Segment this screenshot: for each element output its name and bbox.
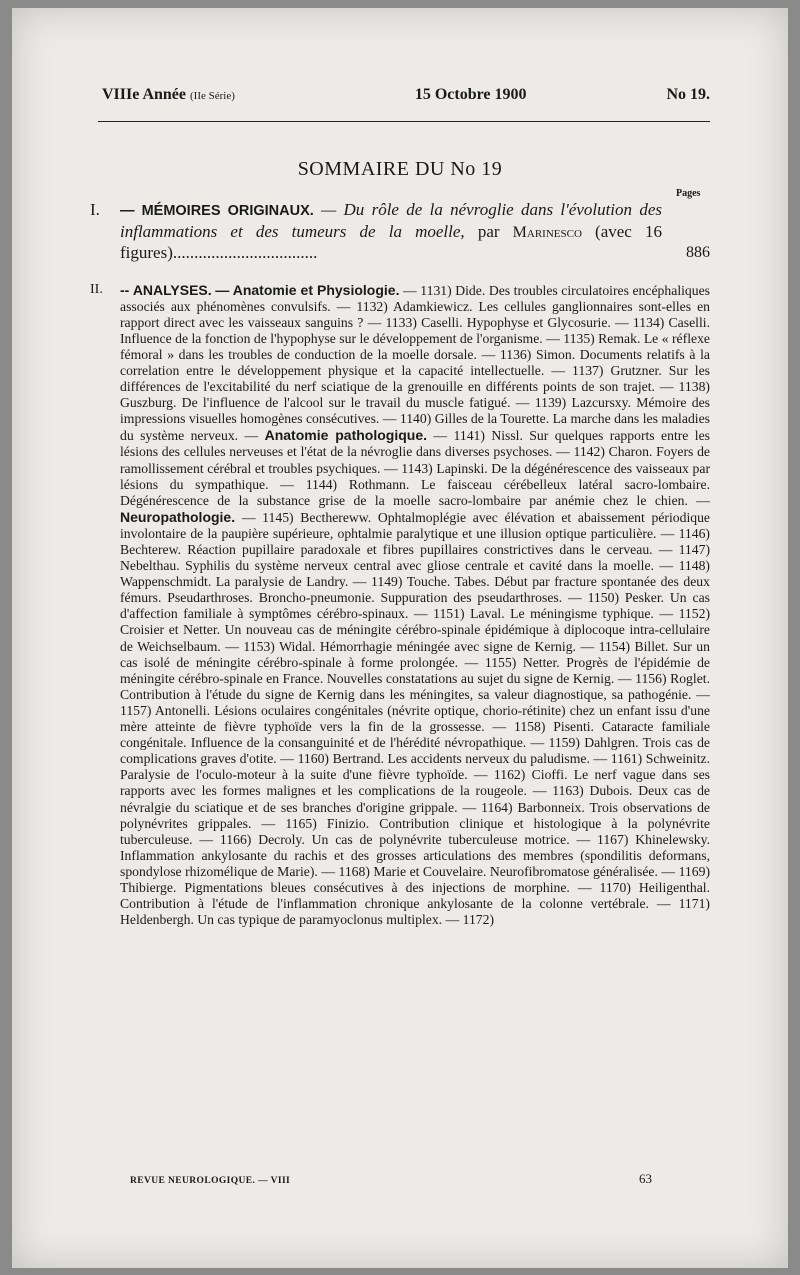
author-prefix: par: [477, 221, 500, 241]
series-text: (IIe Série): [190, 90, 235, 102]
page-title: SOMMAIRE DU No 19: [297, 158, 503, 180]
section-number: II.: [90, 281, 103, 297]
section-analyses: [90, 282, 710, 929]
subheading-anatomie-pathologique: Anatomie pathologique.: [264, 427, 428, 444]
pages-column-label: Pages: [676, 188, 701, 199]
section-memoires-originaux: [90, 200, 710, 264]
folio-number: 63: [639, 1171, 652, 1186]
journal-name: REVUE NEUROLOGIQUE. — VIII: [130, 1176, 291, 1186]
analyses-text-3: — 1145) Becthereww. Ophtalmoplégie avec élévation et abaissement périodique involontaire de la paupière supérieure, ophtalmie paralytique et une illusion optique particulière. — 1146) Bechterew. Réaction pupillaire paradoxale et fibres pupillaires constrictives dans le cerveau. — 1147) Nebelthau. Syphilis du système nerveux central avec gliose centrale et cavité dans la moelle. — 1148) Wappenschmidt. La paralysie de Landry. — 1149) Touche. Tabes. Début par fracture spontanée des deux fémurs. Pseudarthroses. Broncho-pneumonie. Suppuration des pseudarthroses. — 1150) Pesker. Un cas d'affection familiale à symptômes cérébro-spinaux. — 1151) Laval. Le méningisme typhique. — 1152) Croisier et Netter. Un nouveau cas de méningite cérébro-spinale épidémique à diplocoque intra-cellulaire de Weichselbaum. — 1153) Widal. Hémorrhagie méningée avec signe de Kernig. — 1154) Billet. Sur un cas isolé de méningite cérébro-spinale à forme prolongée. — 1155) Netter. Progrès de l'épidémie de méningite cérébro-spinale en France. Nouvelles constatations au sujet du signe de Kernig. — 1156) Roglet. Contribution à l'étude du signe de Kernig dans les méningites, sa valeur diagnostique, sa pathogénie. — 1157) Antonelli. Lésions oculaires congénitales (névrite optique, chorio-rétinite) chez un enfant issu d'une mère atteinte de fièvre typhoïde vers la fin de la grossesse. — 1158) Pisenti. Cataracte familiale congénitale. Influence de la consanguinité et de l'hérédité névropathique. — 1159) Dahlgren. Trois cas de complications graves d'otite. — 1160) Bertrand. Les accidents nerveux du paludisme. — 1161) Schweinitz. Paralysie de l'oculo-moteur à la suite d'une fièvre typhoïde. — 1162) Cioffi. Le nerf vague dans ses rapports avec les formes malignes et les complications de la rougeole. — 1163) Dubois. Deux cas de névralgie du sciatique et de ses branches d'origine grippale. — 1164) Barbonneix. Trois observations de polynévrites grippales. — 1165) Finizio. Contribution clinique et histologique à la polynévrite tuberculeuse. — 1166) Decroly. Un cas de polynévrite tuberculeuse motrice. — 1167) Khinelewsky. Inflammation ankylosante du rachis et des grosses articulations des membres (spondilitis deformans, spondylose rhizomélique de Marie). — 1168) Marie et Couvelaire. Neurofibromatose généralisée. — 1169) Thibierge. Pigmentations bleues consécutives à des injections de morphine. — 1170) Heiligenthal. Contribution à l'étude de l'inflammation chronique ankylosante de la colonne vertébrale. — 1171) Heldenbergh. Un cas typique de paramyoclonus multiplex. — 1172): [120, 509, 711, 928]
section-heading: — MÉMOIRES ORIGINAUX.: [120, 203, 314, 219]
issue-number: No 19.: [666, 86, 710, 103]
article-title: — Du rôle de la névroglie dans l'évolution des inflammations et des tumeurs de la moelle,: [120, 200, 662, 241]
section-heading: -- ANALYSES.: [120, 281, 212, 298]
section-number: I.: [90, 200, 100, 219]
subheading-neuropathologie: Neuropathologie.: [120, 508, 236, 525]
dot-leader: ..................................: [172, 243, 318, 262]
article-author: Marinesco: [512, 223, 582, 241]
contents-body: [90, 200, 710, 928]
issue-date: 15 Octobre 1900: [414, 86, 527, 103]
year-text: VIIIe Année: [102, 86, 187, 103]
subheading-anatomie-physiologie: — Anatomie et Physiologie.: [215, 281, 400, 298]
analyses-text-1: — 1131) Dide. Des troubles circulatoires encéphaliques associés aux phénomènes convulsifs. — 1132) Adamkiewicz. Les cellules ganglionnaires sont-elles en rapport direct avec les vaisseaux sanguins ? — 1133) Caselli. Hypophyse et Glycosurie. — 1134) Caselli. Influence de la fonction de l'hypophyse sur le développement de l'organisme. — 1135) Remak. Le « réflexe fémoral » dans les troubles de conduction de la moelle dorsale. — 1136) Simon. Documents relatifs à la correlation entre le développement physique et la capacité intellectuelle. — 1137) Grutzner. Sur les différences de l'excitabilité du nerf sciatique de la grenouille en différents points de son trajet. — 1138) Guszburg. De l'influence de l'alcool sur le travail du muscle fatigué. — 1139) Lazcursxy. Mémoire des impressions visuelles homogènes consécutives. — 1140) Gilles de la Tourette. La marche dans les maladies du système nerveux. —: [120, 282, 711, 444]
page-number: 886: [686, 244, 710, 261]
analyses-text-2: — 1141) Nissl. Sur quelques rapports entre les lésions des cellules nerveuses et l'état de la névroglie dans diverses psychoses. — 1142) Charon. Foyers de ramollissement cérébral et troubles psychiques. — 1143) Lapinski. De la dégénérescence des vaisseaux par lésions du sympathique. — 1144) Rothmann. Le faisceau cérébelleux latéral sacro-lombaire. Dégénérescence de la substance grise de la moelle sacro-lombaire par anémie chez le chien. —: [120, 428, 710, 508]
analyses-paragraph: [120, 282, 710, 929]
document-page: [12, 8, 788, 1268]
header-rule: [98, 121, 710, 122]
volume-year: [102, 86, 235, 104]
article-note: (avec 16 figures): [120, 221, 662, 262]
page-footer: [130, 1171, 652, 1187]
running-head: [102, 86, 710, 112]
